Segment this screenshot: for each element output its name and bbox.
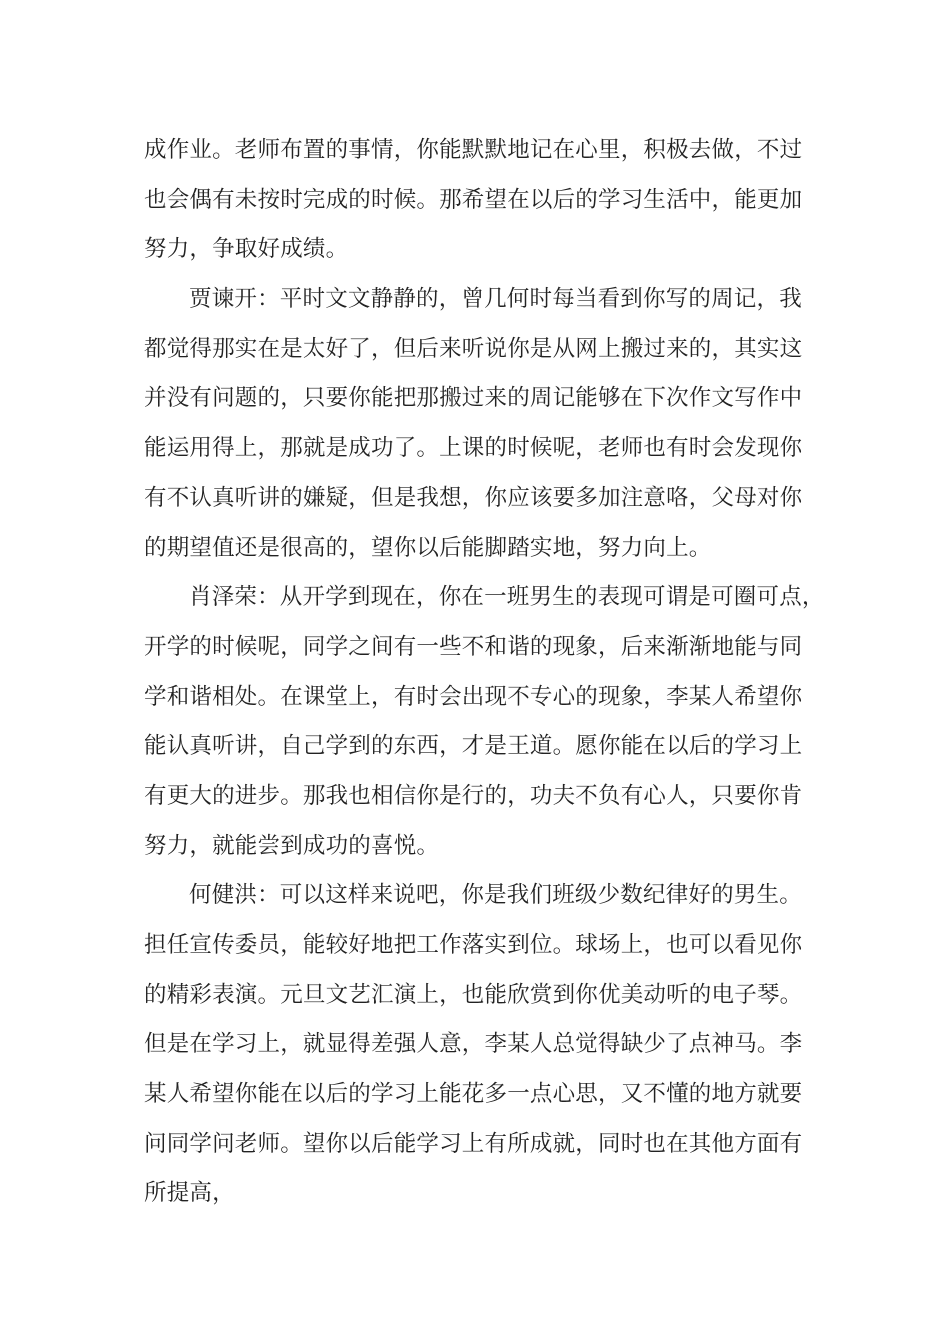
text-line: 的期望值还是很高的，望你以后能脚踏实地，努力向上。 (144, 534, 712, 561)
paragraph-start-line: 肖泽荣：从开学到现在，你在一班男生的表现可谓是可圈可点， (189, 584, 825, 611)
text-line: 但是在学习上，就显得差强人意，李某人总觉得缺少了点神马。李 (144, 1031, 803, 1058)
text-line: 努力，争取好成绩。 (144, 236, 349, 263)
paragraph-start-line: 何健洪：可以这样来说吧，你是我们班级少数纪律好的男生。 (189, 882, 802, 909)
body-text (144, 126, 844, 1219)
text-line: 有不认真听讲的嫌疑，但是我想，你应该要多加注意咯，父母对你 (144, 484, 803, 511)
text-line: 都觉得那实在是太好了，但后来听说你是从网上搬过来的，其实这 (144, 335, 803, 362)
text-line: 某人希望你能在以后的学习上能花多一点心思，又不懂的地方就要 (144, 1081, 803, 1108)
text-line: 所提高， (144, 1180, 235, 1207)
text-line: 的精彩表演。元旦文艺汇演上，也能欣赏到你优美动听的电子琴。 (144, 981, 803, 1008)
text-line: 问同学问老师。望你以后能学习上有所成就，同时也在其他方面有 (144, 1130, 803, 1157)
paragraph-start-line: 贾谏开：平时文文静静的，曾几何时每当看到你写的周记，我 (189, 286, 802, 313)
text-line: 担任宣传委员，能较好地把工作落实到位。球场上，也可以看见你 (144, 932, 803, 958)
text-line: 也会偶有未按时完成的时候。那希望在以后的学习生活中，能更加 (144, 186, 803, 213)
text-line: 能认真听讲，自己学到的东西，才是王道。愿你能在以后的学习上 (144, 733, 803, 760)
text-line: 能运用得上，那就是成功了。上课的时候呢，老师也有时会发现你 (144, 435, 803, 462)
text-line: 有更大的进步。那我也相信你是行的，功夫不负有心人，只要你肯 (144, 782, 803, 809)
text-line: 并没有问题的，只要你能把那搬过来的周记能够在下次作文写作中 (144, 385, 803, 412)
text-line: 开学的时候呢，同学之间有一些不和谐的现象，后来渐渐地能与同 (144, 633, 803, 660)
text-line: 学和谐相处。在课堂上，有时会出现不专心的现象，李某人希望你 (144, 683, 803, 710)
text-line: 努力，就能尝到成功的喜悦。 (144, 832, 440, 859)
text-line: 成作业。老师布置的事情，你能默默地记在心里，积极去做，不过 (144, 137, 803, 163)
